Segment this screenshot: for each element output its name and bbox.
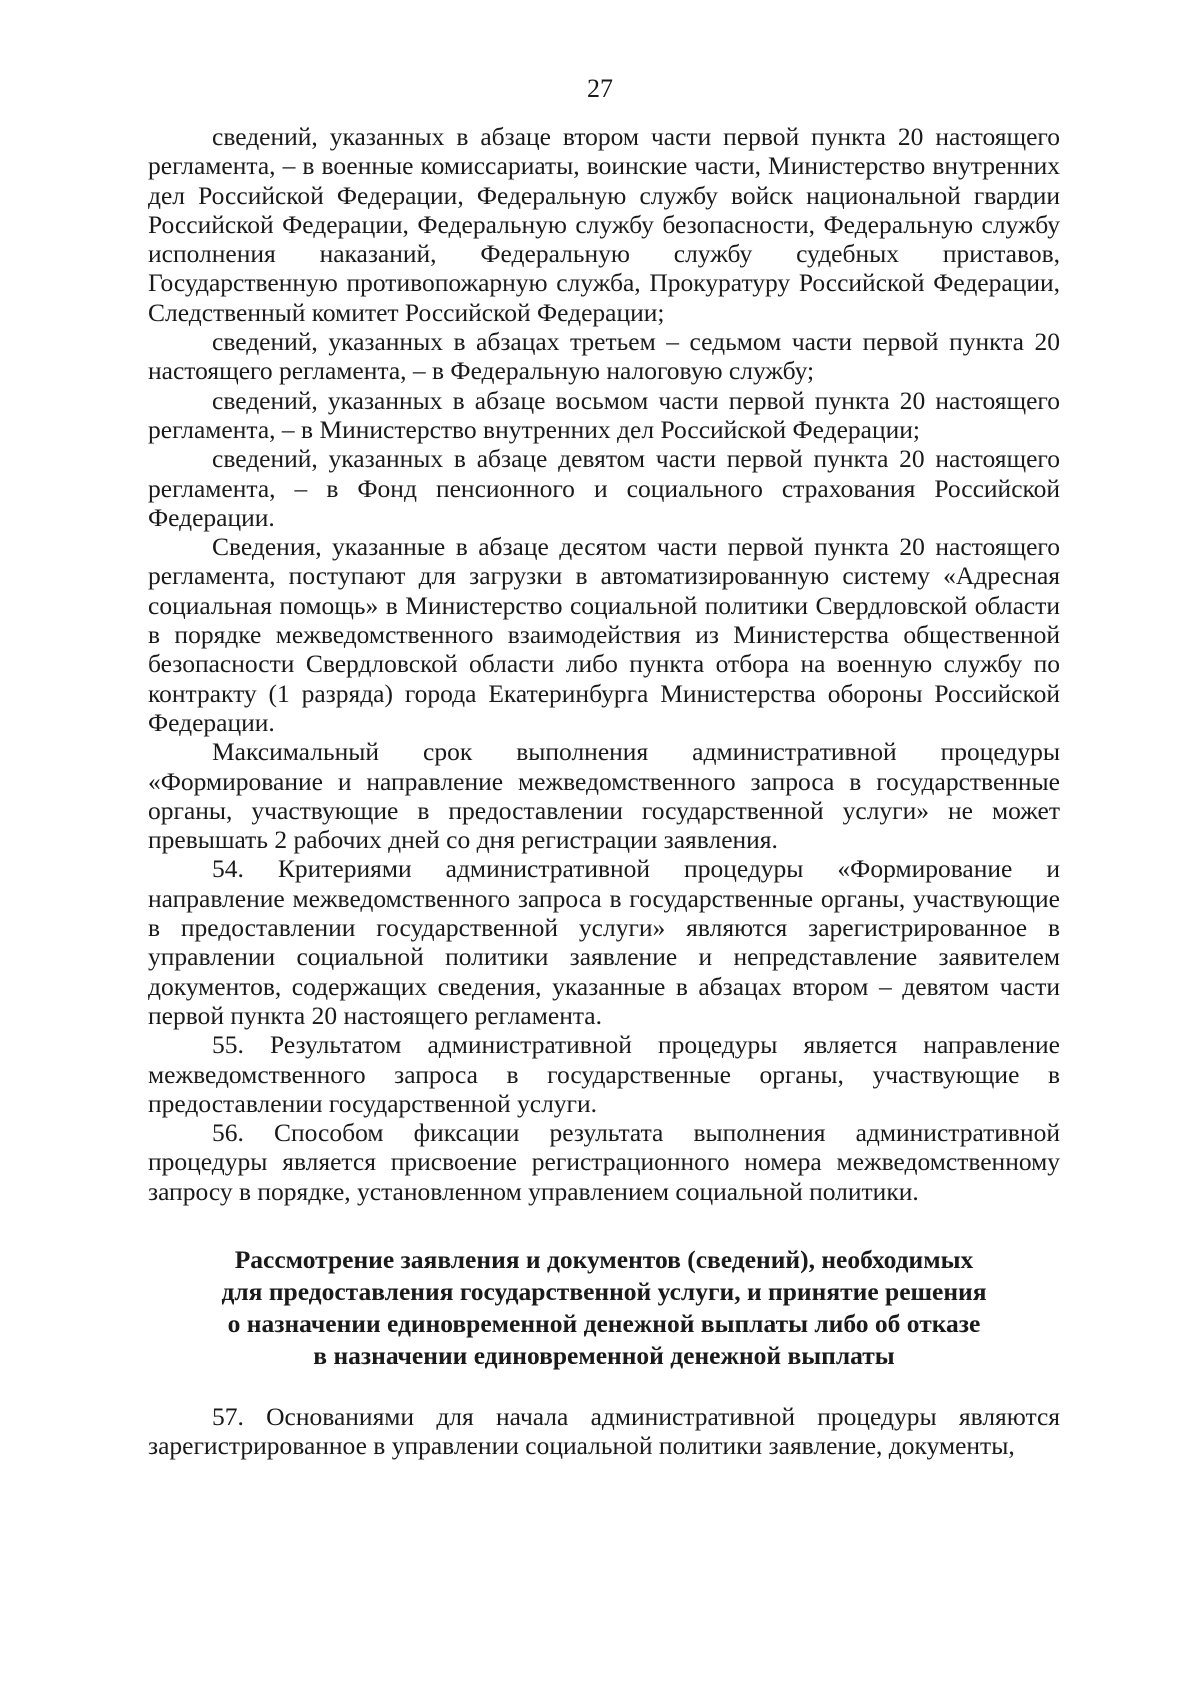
- section-heading-line: о назначении единовременной денежной выплаты либо об отказе: [227, 1308, 981, 1338]
- paragraph-item-56: 56. Способом фиксации результата выполнения административной процедуры является присвоение регистрационного номера межведомственному запросу в порядке, установленном управлением социальной политики.: [148, 1118, 1060, 1206]
- paragraph-max-duration: Максимальный срок выполнения административной процедуры «Формирование и направление межведомственного запроса в государственные органы, участвующие в предоставлении государственной услуги» не может превышать 2 рабочих дней со дня регистрации заявления.: [148, 737, 1060, 855]
- section-heading-line: Рассмотрение заявления и документов (сведений), необходимых: [234, 1244, 974, 1274]
- paragraph-tax-service: сведений, указанных в абзацах третьем – седьмом части первой пункта 20 настоящего регламента, – в Федеральную налоговую службу;: [148, 327, 1060, 386]
- section-heading-line: в назначении единовременной денежной выплаты: [313, 1340, 895, 1370]
- section-heading: [148, 1244, 1060, 1372]
- paragraph-item-54: 54. Критериями административной процедуры «Формирование и направление межведомственного запроса в государственные органы, участвующие в предоставлении государственной услуги» являются зарегистрированное в управлении социальной политики заявление и непредставление заявителем документов, содержащих сведения, указанные в абзацах втором – девятом части первой пункта 20 настоящего регламента.: [148, 854, 1060, 1030]
- paragraph-military-agencies: сведений, указанных в абзаце втором части первой пункта 20 настоящего регламента, – в военные комиссариаты, воинские части, Министерство внутренних дел Российской Федерации, Федеральную службу войск национальной гвардии Российской Федерации, Федеральную службу безопасности, Федеральную службу исполнения наказаний, Федеральную службу судебных приставов, Государственную противопожарную служба, Прокуратуру Российской Федерации, Следственный комитет Российской Федерации;: [148, 122, 1060, 327]
- paragraph-pension-fund: сведений, указанных в абзаце девятом части первой пункта 20 настоящего регламента, – в Фонд пенсионного и социального страхования Российской Федерации.: [148, 444, 1060, 532]
- paragraph-interior-ministry: сведений, указанных в абзаце восьмом части первой пункта 20 настоящего регламента, – в Министерство внутренних дел Российской Федерации;: [148, 385, 1060, 444]
- paragraph-item-57: 57. Основаниями для начала административной процедуры являются зарегистрированное в управлении социальной политики заявление, документы,: [148, 1401, 1060, 1461]
- paragraph-social-assistance-system: Сведения, указанные в абзаце десятом части первой пункта 20 настоящего регламента, поступают для загрузки в автоматизированную систему «Адресная социальная помощь» в Министерство социальной политики Свердловской области в порядке межведомственного взаимодействия из Министерства общественной безопасности Свердловской области либо пункта отбора на военную службу по контракту (1 разряда) города Екатеринбурга Министерства обороны Российской Федерации.: [148, 532, 1060, 737]
- section-heading-line: для предоставления государственной услуги, и принятие решения: [221, 1276, 987, 1306]
- page-number: 27: [587, 74, 613, 103]
- paragraph-item-55: 55. Результатом административной процедуры является направление межведомственного запроса в государственные органы, участвующие в предоставлении государственной услуги.: [148, 1030, 1060, 1118]
- document-body: [148, 122, 1060, 1461]
